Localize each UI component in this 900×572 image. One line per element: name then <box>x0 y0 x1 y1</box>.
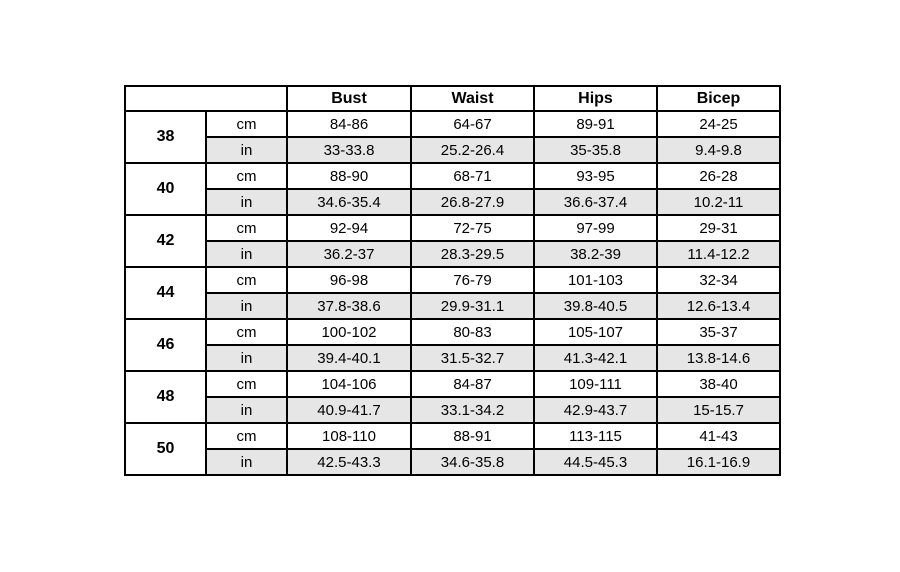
value-cell: 40.9-41.7 <box>287 397 411 423</box>
size-cell-44: 44 <box>125 267 206 319</box>
table-row-42-in <box>125 241 780 267</box>
value-cell: 36.6-37.4 <box>534 189 657 215</box>
value-cell: 29-31 <box>657 215 780 241</box>
value-cell: 84-86 <box>287 111 411 137</box>
unit-cell-in: in <box>206 137 287 163</box>
value-cell: 80-83 <box>411 319 534 345</box>
value-cell: 76-79 <box>411 267 534 293</box>
value-cell: 92-94 <box>287 215 411 241</box>
value-cell: 24-25 <box>657 111 780 137</box>
size-cell-50: 50 <box>125 423 206 475</box>
value-cell: 34.6-35.8 <box>411 449 534 475</box>
value-cell: 26.8-27.9 <box>411 189 534 215</box>
value-cell: 34.6-35.4 <box>287 189 411 215</box>
value-cell: 41.3-42.1 <box>534 345 657 371</box>
unit-cell-in: in <box>206 241 287 267</box>
value-cell: 35-35.8 <box>534 137 657 163</box>
column-header-hips: Hips <box>534 86 657 111</box>
value-cell: 38.2-39 <box>534 241 657 267</box>
value-cell: 10.2-11 <box>657 189 780 215</box>
value-cell: 37.8-38.6 <box>287 293 411 319</box>
value-cell: 68-71 <box>411 163 534 189</box>
value-cell: 39.4-40.1 <box>287 345 411 371</box>
value-cell: 9.4-9.8 <box>657 137 780 163</box>
table-row-40-cm <box>125 163 780 189</box>
value-cell: 38-40 <box>657 371 780 397</box>
value-cell: 39.8-40.5 <box>534 293 657 319</box>
size-chart-table <box>124 85 781 476</box>
unit-cell-cm: cm <box>206 267 287 293</box>
value-cell: 64-67 <box>411 111 534 137</box>
value-cell: 113-115 <box>534 423 657 449</box>
value-cell: 93-95 <box>534 163 657 189</box>
table-row-50-in <box>125 449 780 475</box>
value-cell: 25.2-26.4 <box>411 137 534 163</box>
value-cell: 89-91 <box>534 111 657 137</box>
value-cell: 105-107 <box>534 319 657 345</box>
value-cell: 31.5-32.7 <box>411 345 534 371</box>
size-cell-46: 46 <box>125 319 206 371</box>
column-header-bicep: Bicep <box>657 86 780 111</box>
table-row-46-in <box>125 345 780 371</box>
table-row-38-cm <box>125 111 780 137</box>
value-cell: 109-111 <box>534 371 657 397</box>
table-row-42-cm <box>125 215 780 241</box>
unit-cell-cm: cm <box>206 111 287 137</box>
size-cell-40: 40 <box>125 163 206 215</box>
table-row-38-in <box>125 137 780 163</box>
value-cell: 88-90 <box>287 163 411 189</box>
value-cell: 101-103 <box>534 267 657 293</box>
value-cell: 33-33.8 <box>287 137 411 163</box>
value-cell: 16.1-16.9 <box>657 449 780 475</box>
size-cell-38: 38 <box>125 111 206 163</box>
table-row-44-cm <box>125 267 780 293</box>
value-cell: 12.6-13.4 <box>657 293 780 319</box>
table-row-48-cm <box>125 371 780 397</box>
unit-cell-cm: cm <box>206 371 287 397</box>
value-cell: 42.9-43.7 <box>534 397 657 423</box>
value-cell: 35-37 <box>657 319 780 345</box>
value-cell: 72-75 <box>411 215 534 241</box>
column-header-waist: Waist <box>411 86 534 111</box>
unit-cell-in: in <box>206 345 287 371</box>
value-cell: 26-28 <box>657 163 780 189</box>
unit-cell-in: in <box>206 397 287 423</box>
value-cell: 42.5-43.3 <box>287 449 411 475</box>
table-row-48-in <box>125 397 780 423</box>
table-row-46-cm <box>125 319 780 345</box>
value-cell: 29.9-31.1 <box>411 293 534 319</box>
size-cell-48: 48 <box>125 371 206 423</box>
value-cell: 36.2-37 <box>287 241 411 267</box>
value-cell: 15-15.7 <box>657 397 780 423</box>
unit-cell-cm: cm <box>206 319 287 345</box>
table-row-40-in <box>125 189 780 215</box>
size-cell-42: 42 <box>125 215 206 267</box>
value-cell: 108-110 <box>287 423 411 449</box>
unit-cell-cm: cm <box>206 163 287 189</box>
value-cell: 100-102 <box>287 319 411 345</box>
corner-cell <box>125 86 287 111</box>
value-cell: 33.1-34.2 <box>411 397 534 423</box>
size-chart-container <box>124 85 781 476</box>
unit-cell-in: in <box>206 189 287 215</box>
value-cell: 97-99 <box>534 215 657 241</box>
value-cell: 13.8-14.6 <box>657 345 780 371</box>
value-cell: 88-91 <box>411 423 534 449</box>
unit-cell-in: in <box>206 449 287 475</box>
value-cell: 41-43 <box>657 423 780 449</box>
table-row-44-in <box>125 293 780 319</box>
unit-cell-in: in <box>206 293 287 319</box>
column-header-bust: Bust <box>287 86 411 111</box>
value-cell: 84-87 <box>411 371 534 397</box>
value-cell: 11.4-12.2 <box>657 241 780 267</box>
value-cell: 44.5-45.3 <box>534 449 657 475</box>
table-header-row <box>125 86 780 111</box>
table-row-50-cm <box>125 423 780 449</box>
unit-cell-cm: cm <box>206 423 287 449</box>
value-cell: 28.3-29.5 <box>411 241 534 267</box>
value-cell: 96-98 <box>287 267 411 293</box>
value-cell: 32-34 <box>657 267 780 293</box>
value-cell: 104-106 <box>287 371 411 397</box>
unit-cell-cm: cm <box>206 215 287 241</box>
